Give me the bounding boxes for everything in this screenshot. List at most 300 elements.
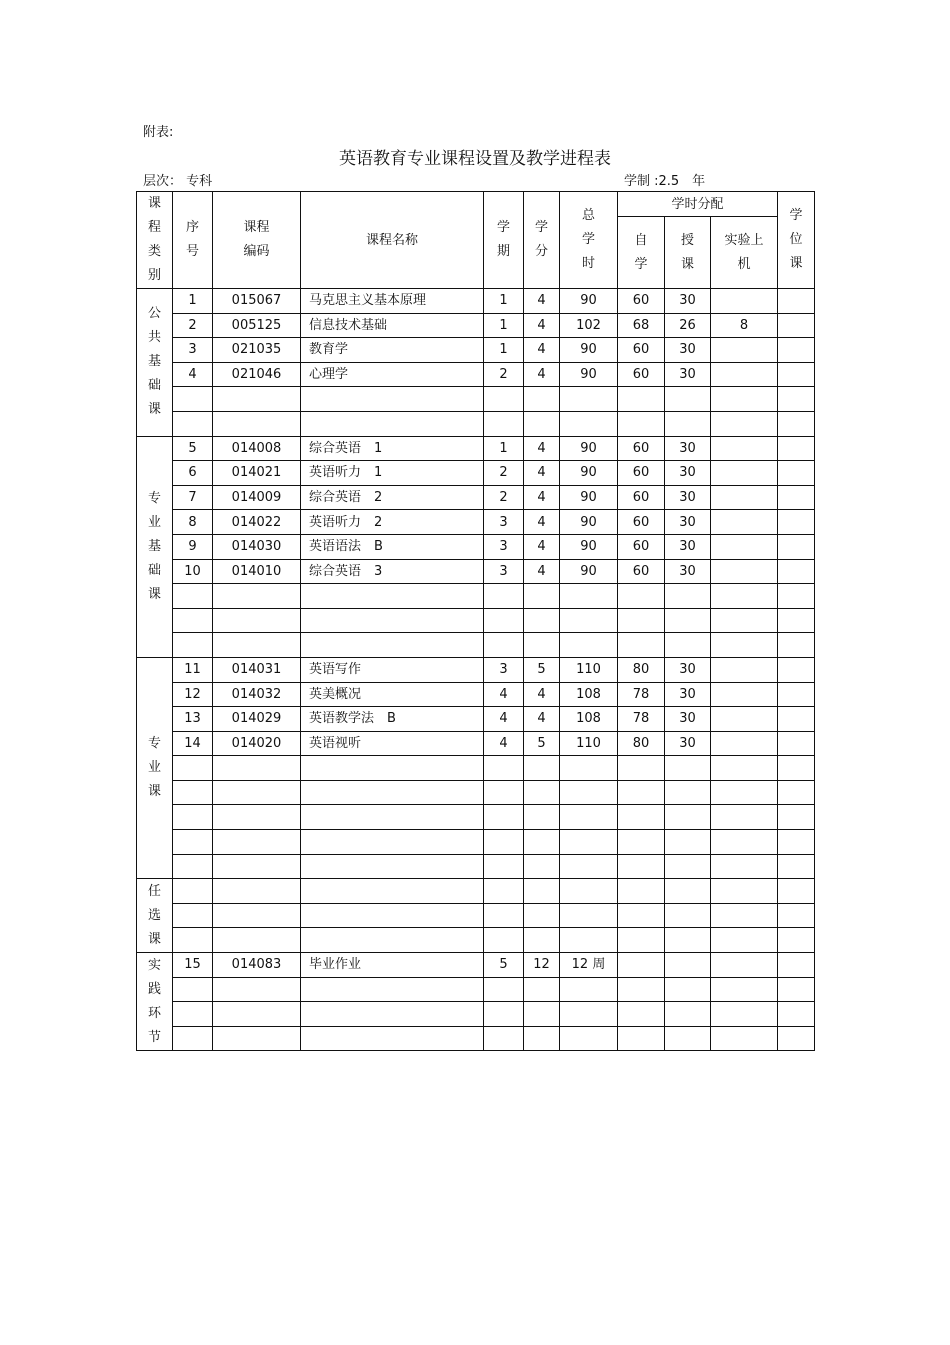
- cell-semester: 1: [484, 338, 524, 363]
- cell-total-hours: 108: [560, 682, 618, 707]
- course-plan-table: [136, 191, 815, 1051]
- cell-total-hours: [560, 903, 618, 928]
- table-row: [137, 362, 815, 387]
- cell-lecture: 30: [665, 731, 711, 756]
- category-char: 实: [147, 957, 161, 973]
- table-row: [137, 731, 815, 756]
- table-row: [137, 707, 815, 732]
- cell-course-name: 英语听力 2: [301, 510, 484, 535]
- header-degree-course: 学 位 课: [778, 192, 815, 289]
- category-char: 课: [147, 931, 161, 947]
- cell-lecture: [665, 387, 711, 412]
- cell-self-study: 80: [618, 731, 665, 756]
- category-char: 专: [147, 490, 161, 506]
- cell-total-hours: 110: [560, 731, 618, 756]
- cell-lecture: 30: [665, 436, 711, 461]
- header-lecture: 授 课: [665, 217, 711, 289]
- cell-total-hours: [560, 977, 618, 1002]
- cell-credits: 4: [524, 289, 560, 314]
- cell-course-code: 014031: [213, 657, 301, 682]
- cell-semester: 3: [484, 559, 524, 584]
- cell-course-code: 021035: [213, 338, 301, 363]
- cell-self-study: [618, 1002, 665, 1027]
- cell-course-name: [301, 608, 484, 633]
- table-row: [137, 338, 815, 363]
- cell-index: 15: [173, 953, 213, 978]
- cell-semester: [484, 879, 524, 904]
- cell-total-hours: 90: [560, 338, 618, 363]
- cell-lecture: [665, 928, 711, 953]
- cell-total-hours: [560, 756, 618, 781]
- header-total-hours: 总 学 时: [560, 192, 618, 289]
- cell-semester: [484, 854, 524, 879]
- cell-course-code: 014029: [213, 707, 301, 732]
- cell-semester: 4: [484, 707, 524, 732]
- cell-lecture: [665, 953, 711, 978]
- cell-degree-course: [778, 485, 815, 510]
- cell-course-name: [301, 854, 484, 879]
- cell-course-code: 014010: [213, 559, 301, 584]
- cell-course-code: 014021: [213, 461, 301, 486]
- cell-course-name: [301, 977, 484, 1002]
- cell-semester: 1: [484, 313, 524, 338]
- cell-total-hours: 90: [560, 362, 618, 387]
- cell-lab: [711, 633, 778, 658]
- cell-semester: [484, 756, 524, 781]
- cell-semester: [484, 608, 524, 633]
- cell-self-study: 60: [618, 362, 665, 387]
- cell-credits: [524, 780, 560, 805]
- cell-credits: [524, 830, 560, 855]
- cell-degree-course: [778, 559, 815, 584]
- cell-course-code: 014022: [213, 510, 301, 535]
- cell-course-code: 014008: [213, 436, 301, 461]
- cell-self-study: 60: [618, 559, 665, 584]
- cell-semester: [484, 928, 524, 953]
- cell-course-code: 014083: [213, 953, 301, 978]
- cell-degree-course: [778, 756, 815, 781]
- cell-lab: [711, 805, 778, 830]
- cell-lecture: [665, 411, 711, 436]
- cell-lab: [711, 436, 778, 461]
- cell-lab: [711, 953, 778, 978]
- cell-course-name: 英美概况: [301, 682, 484, 707]
- cell-degree-course: [778, 780, 815, 805]
- level-label: 层次： 专科: [143, 174, 213, 189]
- cell-total-hours: [560, 608, 618, 633]
- cell-self-study: [618, 1026, 665, 1051]
- cell-semester: 2: [484, 485, 524, 510]
- cell-course-code: [213, 411, 301, 436]
- cell-course-code: [213, 879, 301, 904]
- cell-course-code: [213, 584, 301, 609]
- table-row: [137, 854, 815, 879]
- cell-lecture: [665, 1026, 711, 1051]
- cell-index: [173, 780, 213, 805]
- cell-self-study: 60: [618, 485, 665, 510]
- cell-lecture: [665, 830, 711, 855]
- appendix-label: 附表:: [143, 125, 174, 140]
- cell-self-study: 60: [618, 510, 665, 535]
- cell-lecture: [665, 584, 711, 609]
- cell-total-hours: [560, 1026, 618, 1051]
- cell-course-name: [301, 1026, 484, 1051]
- cell-credits: 4: [524, 707, 560, 732]
- category-char: 课: [147, 784, 161, 800]
- duration-label: 学制 :2.5 年: [624, 174, 706, 189]
- cell-degree-course: [778, 362, 815, 387]
- cell-lab: [711, 534, 778, 559]
- cell-degree-course: [778, 1026, 815, 1051]
- category-char: 公: [147, 306, 161, 322]
- cell-credits: [524, 1002, 560, 1027]
- cell-total-hours: 90: [560, 559, 618, 584]
- cell-lab: [711, 338, 778, 363]
- cell-course-code: [213, 903, 301, 928]
- category-char: 任: [147, 883, 161, 899]
- table-row: [137, 534, 815, 559]
- cell-total-hours: [560, 584, 618, 609]
- category-char: 课: [147, 586, 161, 602]
- cell-lab: [711, 387, 778, 412]
- cell-semester: 3: [484, 534, 524, 559]
- cell-lab: [711, 928, 778, 953]
- table-row: [137, 485, 815, 510]
- cell-lab: [711, 879, 778, 904]
- cell-lab: [711, 411, 778, 436]
- cell-semester: [484, 780, 524, 805]
- table-row: [137, 313, 815, 338]
- category-char: 础: [147, 378, 161, 394]
- cell-self-study: [618, 830, 665, 855]
- cell-index: 1: [173, 289, 213, 314]
- cell-degree-course: [778, 534, 815, 559]
- cell-course-name: 综合英语 2: [301, 485, 484, 510]
- cell-course-name: [301, 830, 484, 855]
- table-row: [137, 584, 815, 609]
- cell-self-study: [618, 411, 665, 436]
- cell-semester: [484, 584, 524, 609]
- cell-self-study: [618, 805, 665, 830]
- category-char: 业: [147, 760, 161, 776]
- cell-self-study: [618, 928, 665, 953]
- cell-index: 14: [173, 731, 213, 756]
- cell-lecture: 30: [665, 362, 711, 387]
- cell-degree-course: [778, 953, 815, 978]
- cell-credits: [524, 903, 560, 928]
- cell-lab: [711, 780, 778, 805]
- cell-index: 13: [173, 707, 213, 732]
- cell-course-code: [213, 756, 301, 781]
- cell-course-name: [301, 387, 484, 412]
- category-char: 共: [147, 330, 161, 346]
- cell-lab: [711, 608, 778, 633]
- cell-degree-course: [778, 436, 815, 461]
- cell-course-name: 马克思主义基本原理: [301, 289, 484, 314]
- category-char: 基: [147, 538, 161, 554]
- cell-self-study: [618, 756, 665, 781]
- cell-lab: [711, 584, 778, 609]
- table-row: [137, 780, 815, 805]
- cell-course-name: 心理学: [301, 362, 484, 387]
- course-category: [137, 657, 173, 878]
- cell-self-study: 80: [618, 657, 665, 682]
- cell-total-hours: [560, 879, 618, 904]
- table-row: [137, 633, 815, 658]
- cell-course-name: [301, 879, 484, 904]
- cell-degree-course: [778, 387, 815, 412]
- cell-course-code: [213, 1026, 301, 1051]
- cell-lecture: [665, 633, 711, 658]
- cell-lab: [711, 731, 778, 756]
- table-row: [137, 903, 815, 928]
- category-char: 础: [147, 562, 161, 578]
- cell-degree-course: [778, 313, 815, 338]
- cell-index: 5: [173, 436, 213, 461]
- cell-course-code: [213, 780, 301, 805]
- cell-total-hours: 90: [560, 510, 618, 535]
- cell-semester: [484, 805, 524, 830]
- cell-lecture: [665, 854, 711, 879]
- cell-total-hours: 90: [560, 289, 618, 314]
- cell-total-hours: 90: [560, 436, 618, 461]
- cell-lecture: 30: [665, 707, 711, 732]
- cell-credits: [524, 1026, 560, 1051]
- table-row: [137, 682, 815, 707]
- document-title: 英语教育专业课程设置及教学进程表: [339, 149, 611, 169]
- cell-semester: 4: [484, 682, 524, 707]
- cell-degree-course: [778, 584, 815, 609]
- cell-course-name: [301, 903, 484, 928]
- cell-lab: [711, 559, 778, 584]
- cell-lab: [711, 510, 778, 535]
- cell-credits: [524, 756, 560, 781]
- cell-index: [173, 903, 213, 928]
- cell-degree-course: [778, 461, 815, 486]
- cell-lecture: 30: [665, 559, 711, 584]
- cell-self-study: [618, 977, 665, 1002]
- table-row: [137, 977, 815, 1002]
- cell-semester: [484, 977, 524, 1002]
- cell-total-hours: 90: [560, 485, 618, 510]
- cell-credits: 5: [524, 731, 560, 756]
- table-row: [137, 289, 815, 314]
- cell-credits: 4: [524, 534, 560, 559]
- cell-lecture: 30: [665, 510, 711, 535]
- cell-course-code: [213, 387, 301, 412]
- cell-lecture: 30: [665, 682, 711, 707]
- header-category: 课 程 类 别: [137, 192, 173, 289]
- cell-lecture: [665, 805, 711, 830]
- cell-course-name: 英语视听: [301, 731, 484, 756]
- cell-index: [173, 805, 213, 830]
- cell-degree-course: [778, 510, 815, 535]
- cell-index: [173, 830, 213, 855]
- cell-course-name: 英语听力 1: [301, 461, 484, 486]
- cell-course-code: [213, 805, 301, 830]
- table-row: [137, 657, 815, 682]
- table-row: [137, 879, 815, 904]
- table-row: [137, 830, 815, 855]
- header-credits: 学 分: [524, 192, 560, 289]
- cell-total-hours: [560, 1002, 618, 1027]
- cell-credits: [524, 584, 560, 609]
- cell-course-code: [213, 633, 301, 658]
- cell-total-hours: 108: [560, 707, 618, 732]
- header-lab: 实验上 机: [711, 217, 778, 289]
- cell-credits: [524, 633, 560, 658]
- cell-credits: 5: [524, 657, 560, 682]
- cell-self-study: [618, 903, 665, 928]
- cell-credits: [524, 879, 560, 904]
- cell-index: 12: [173, 682, 213, 707]
- header-hours-allocation: 学时分配: [618, 192, 778, 217]
- cell-self-study: [618, 633, 665, 658]
- cell-course-code: 015067: [213, 289, 301, 314]
- cell-course-name: [301, 756, 484, 781]
- cell-index: 4: [173, 362, 213, 387]
- cell-self-study: [618, 879, 665, 904]
- cell-index: 3: [173, 338, 213, 363]
- cell-self-study: 78: [618, 707, 665, 732]
- cell-degree-course: [778, 289, 815, 314]
- cell-total-hours: 110: [560, 657, 618, 682]
- cell-index: [173, 1026, 213, 1051]
- cell-index: 2: [173, 313, 213, 338]
- cell-credits: 4: [524, 559, 560, 584]
- cell-semester: 5: [484, 953, 524, 978]
- course-category: [137, 879, 173, 953]
- cell-total-hours: [560, 830, 618, 855]
- cell-lecture: 26: [665, 313, 711, 338]
- cell-lecture: [665, 879, 711, 904]
- table-row: [137, 510, 815, 535]
- cell-index: 8: [173, 510, 213, 535]
- category-char: 业: [147, 514, 161, 530]
- table-row: [137, 805, 815, 830]
- cell-total-hours: [560, 854, 618, 879]
- cell-total-hours: [560, 928, 618, 953]
- cell-semester: [484, 633, 524, 658]
- cell-degree-course: [778, 657, 815, 682]
- category-char: 环: [147, 1005, 161, 1021]
- table-row: [137, 1002, 815, 1027]
- cell-self-study: [618, 854, 665, 879]
- cell-total-hours: 102: [560, 313, 618, 338]
- cell-course-code: [213, 608, 301, 633]
- cell-course-code: [213, 1002, 301, 1027]
- cell-index: [173, 928, 213, 953]
- table-row: [137, 387, 815, 412]
- cell-lab: [711, 756, 778, 781]
- cell-semester: 1: [484, 436, 524, 461]
- category-char: 节: [147, 1029, 161, 1045]
- cell-degree-course: [778, 928, 815, 953]
- cell-self-study: 78: [618, 682, 665, 707]
- table-row: [137, 436, 815, 461]
- category-char: 专: [147, 736, 161, 752]
- cell-lab: [711, 657, 778, 682]
- course-category: [137, 289, 173, 437]
- cell-course-name: [301, 805, 484, 830]
- cell-index: [173, 387, 213, 412]
- cell-course-code: [213, 830, 301, 855]
- cell-credits: [524, 805, 560, 830]
- cell-self-study: [618, 953, 665, 978]
- table-row: [137, 928, 815, 953]
- course-category: [137, 436, 173, 657]
- cell-course-code: [213, 928, 301, 953]
- cell-index: 7: [173, 485, 213, 510]
- cell-credits: [524, 977, 560, 1002]
- cell-degree-course: [778, 707, 815, 732]
- table-row: [137, 411, 815, 436]
- cell-lab: [711, 977, 778, 1002]
- table-row: [137, 559, 815, 584]
- cell-credits: 4: [524, 485, 560, 510]
- cell-total-hours: 90: [560, 461, 618, 486]
- cell-credits: [524, 387, 560, 412]
- table-row: [137, 756, 815, 781]
- cell-lab: [711, 1026, 778, 1051]
- cell-credits: 4: [524, 338, 560, 363]
- cell-lab: [711, 1002, 778, 1027]
- cell-lecture: 30: [665, 338, 711, 363]
- cell-degree-course: [778, 411, 815, 436]
- cell-credits: 4: [524, 682, 560, 707]
- table-row: [137, 608, 815, 633]
- cell-credits: 4: [524, 510, 560, 535]
- cell-credits: 4: [524, 313, 560, 338]
- cell-index: 9: [173, 534, 213, 559]
- cell-course-name: 英语语法 B: [301, 534, 484, 559]
- cell-self-study: [618, 584, 665, 609]
- category-char: 选: [147, 907, 161, 923]
- cell-semester: 1: [484, 289, 524, 314]
- cell-lab: [711, 485, 778, 510]
- cell-degree-course: [778, 903, 815, 928]
- cell-semester: 2: [484, 362, 524, 387]
- cell-lecture: [665, 756, 711, 781]
- cell-course-code: 014030: [213, 534, 301, 559]
- cell-credits: [524, 411, 560, 436]
- cell-course-code: 014032: [213, 682, 301, 707]
- cell-course-name: [301, 1002, 484, 1027]
- cell-credits: [524, 854, 560, 879]
- cell-lecture: [665, 1002, 711, 1027]
- cell-degree-course: [778, 633, 815, 658]
- cell-degree-course: [778, 879, 815, 904]
- cell-total-hours: [560, 780, 618, 805]
- cell-total-hours: [560, 805, 618, 830]
- cell-course-code: 014009: [213, 485, 301, 510]
- cell-self-study: 60: [618, 534, 665, 559]
- cell-lab: [711, 854, 778, 879]
- cell-lecture: [665, 977, 711, 1002]
- cell-semester: [484, 903, 524, 928]
- header-code: 课程 编码: [213, 192, 301, 289]
- cell-course-name: 英语写作: [301, 657, 484, 682]
- header-course-name: 课程名称: [301, 192, 484, 289]
- table-row: [137, 953, 815, 978]
- cell-semester: 3: [484, 657, 524, 682]
- cell-credits: [524, 928, 560, 953]
- course-category: [137, 953, 173, 1051]
- cell-course-name: 综合英语 1: [301, 436, 484, 461]
- cell-lecture: 30: [665, 534, 711, 559]
- cell-index: [173, 608, 213, 633]
- cell-degree-course: [778, 338, 815, 363]
